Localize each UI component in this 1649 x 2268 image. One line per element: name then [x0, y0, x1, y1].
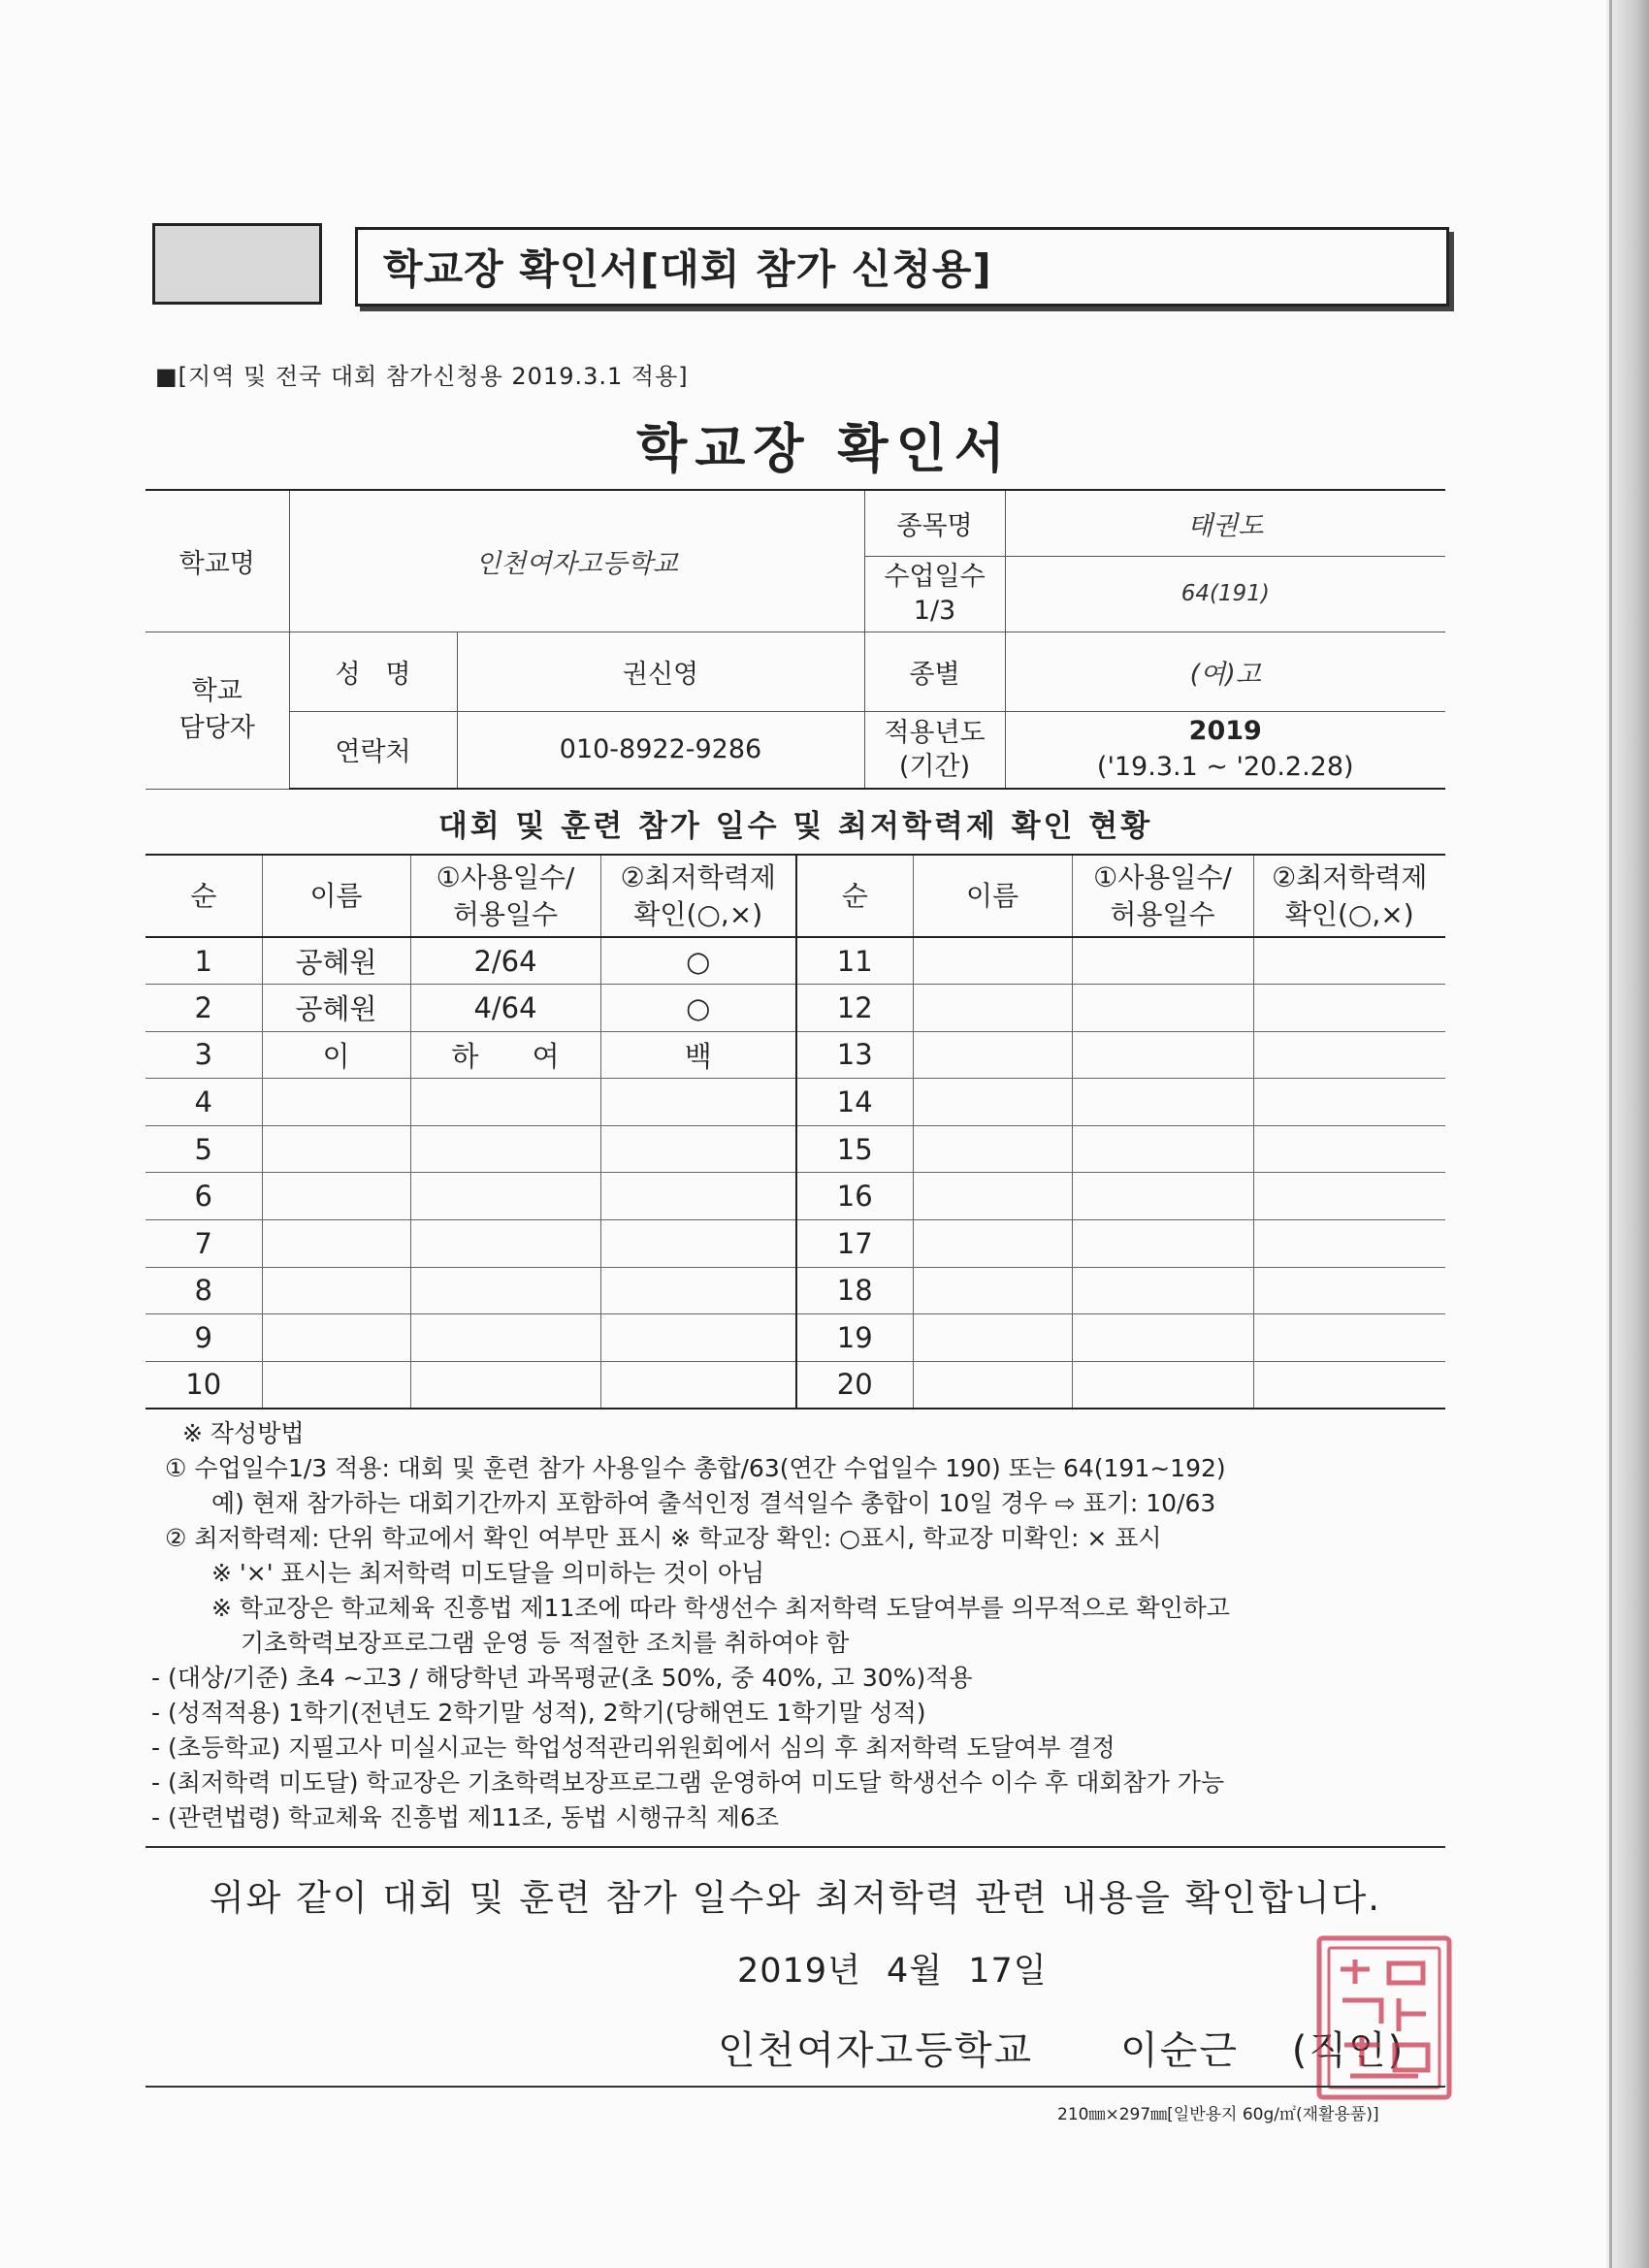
row-name-right [913, 1220, 1072, 1268]
col-header-min-academic-line1: ②최저학력제 [620, 860, 776, 893]
row-use-days-right [1072, 937, 1253, 985]
col-header-use-days-right [1072, 855, 1253, 937]
note-heading: ※ 작성방법 [182, 1419, 305, 1447]
note-item-1-example: 예) 현재 참가하는 대회기간까지 포함하여 출석인정 결석일수 총합이 10일 경우 ⇨ 표기: 10/63 [211, 1489, 1216, 1517]
row-name [262, 1361, 410, 1409]
row-use-days: 하 여 [410, 1031, 600, 1079]
row-use-days [410, 1361, 600, 1409]
row-name-right [913, 1125, 1072, 1173]
row-no-right: 12 [796, 985, 913, 1032]
table-row [146, 1314, 1445, 1362]
row-use-days: 4/64 [410, 985, 600, 1032]
row-min-academic [600, 1220, 796, 1268]
divider-line [146, 1846, 1445, 1848]
col-header-no-right: 순 [796, 855, 913, 937]
row-no-right: 20 [796, 1361, 913, 1409]
row-no-right: 17 [796, 1220, 913, 1268]
footer-divider [146, 2086, 1445, 2088]
col-header-min-academic [600, 855, 796, 937]
class-days-label-line2: 1/3 [913, 596, 956, 626]
row-no: 9 [146, 1314, 262, 1362]
note-detail-4: - (최저학력 미도달) 학교장은 기초학력보장프로그램 운영하여 미도달 학생선수 이수 후 대회참가 가능 [151, 1768, 1225, 1797]
row-name-right [913, 1173, 1072, 1220]
row-use-days-right [1072, 1361, 1253, 1409]
row-min-academic: 백 [600, 1031, 796, 1079]
seal-label: (직인) [1291, 2028, 1406, 2073]
table-row [146, 1031, 1445, 1079]
row-min-academic-right [1253, 1079, 1445, 1126]
row-min-academic-right [1253, 1031, 1445, 1079]
manager-label [146, 632, 289, 789]
contact-label: 연락처 [289, 711, 457, 789]
row-name-right [913, 1267, 1072, 1314]
signer-line [718, 2020, 1405, 2075]
row-no: 5 [146, 1125, 262, 1173]
school-info-table [146, 489, 1445, 790]
row-no: 3 [146, 1031, 262, 1079]
participation-table [146, 854, 1445, 1409]
manager-name-value: 권신영 [457, 632, 864, 711]
col-header-min-academic-right [1253, 855, 1445, 937]
row-no: 2 [146, 985, 262, 1032]
signer-school: 인천여자고등학교 [718, 2028, 1034, 2073]
note-item-1: ① 수업일수1/3 적용: 대회 및 훈련 참가 사용일수 총합/63(연간 수업일수 190) 또는 64(191~192) [165, 1454, 1226, 1482]
col-header-no: 순 [146, 855, 262, 937]
row-no: 6 [146, 1173, 262, 1220]
row-name-right [913, 937, 1072, 985]
note-item-2: ② 최저학력제: 단위 학교에서 확인 여부만 표시 ※ 학교장 확인: ○표시, 학교장 미확인: × 표시 [165, 1524, 1162, 1552]
row-use-days [410, 1125, 600, 1173]
sport-value: 태권도 [1005, 490, 1445, 556]
row-name: 이 [262, 1031, 410, 1079]
apply-year-label-line1: 적용년도 [884, 717, 986, 748]
row-min-academic-right [1253, 1173, 1445, 1220]
row-no-right: 19 [796, 1314, 913, 1362]
sport-label: 종목명 [864, 490, 1005, 556]
row-no: 1 [146, 937, 262, 985]
table-row [146, 1125, 1445, 1173]
row-no-right: 15 [796, 1125, 913, 1173]
row-no-right: 14 [796, 1079, 913, 1126]
note-item-2-sub2-cont: 기초학력보장프로그램 운영 등 적절한 조치를 취하여야 함 [241, 1629, 850, 1657]
table-row [146, 1220, 1445, 1268]
row-name [262, 1125, 410, 1173]
table-row [146, 1267, 1445, 1314]
row-use-days-right [1072, 1314, 1253, 1362]
row-use-days-right [1072, 1079, 1253, 1126]
row-name [262, 1220, 410, 1268]
class-days-label-line1: 수업일수 [884, 561, 986, 592]
table-header-row [146, 855, 1445, 937]
row-use-days-right [1072, 1267, 1253, 1314]
row-name [262, 1079, 410, 1126]
row-min-academic: ○ [600, 937, 796, 985]
row-min-academic [600, 1267, 796, 1314]
writing-instructions [151, 1416, 1455, 1835]
row-min-academic [600, 1173, 796, 1220]
section-title: 대회 및 훈련 참가 일수 및 최저학력제 확인 현황 [437, 809, 1153, 844]
header-title: 학교장 확인서[대회 참가 신청용] [383, 245, 992, 293]
table-row [146, 1079, 1445, 1126]
row-min-academic [600, 1079, 796, 1126]
manager-name-label: 성 명 [289, 632, 457, 711]
row-min-academic [600, 1361, 796, 1409]
note-item-2-sub2: ※ 학교장은 학교체육 진흥법 제11조에 따라 학생선수 최저학력 도달여부를 의무적으로 확인하고 [211, 1594, 1230, 1622]
row-min-academic-right [1253, 985, 1445, 1032]
row-use-days-right [1072, 1220, 1253, 1268]
col-header-use-days-line2: 허용일수 [452, 897, 559, 930]
col-header-use-days-right-line2: 허용일수 [1110, 897, 1215, 930]
table-row [146, 1173, 1445, 1220]
row-min-academic: ○ [600, 985, 796, 1032]
apply-year-label [864, 711, 1005, 789]
note-item-2-sub1: ※ '×' 표시는 최저학력 미도달을 의미하는 것이 아님 [211, 1559, 765, 1587]
note-detail-3: - (초등학교) 지필고사 미실시교는 학업성적관리위원회에서 심의 후 최저학력 도달여부 결정 [151, 1733, 1116, 1762]
col-header-min-academic-right-line1: ②최저학력제 [1272, 860, 1428, 893]
row-use-days [410, 1314, 600, 1362]
row-min-academic-right [1253, 1361, 1445, 1409]
note-detail-2: - (성적적용) 1학기(전년도 2학기말 성적), 2학기(당해연도 1학기말 성적) [151, 1699, 926, 1727]
row-name-right [913, 1361, 1072, 1409]
row-no: 4 [146, 1079, 262, 1126]
row-name: 공혜원 [262, 937, 410, 985]
division-label: 종별 [864, 632, 1005, 711]
row-use-days [410, 1079, 600, 1126]
table-row [146, 1361, 1445, 1409]
row-use-days [410, 1173, 600, 1220]
table-row [146, 937, 1445, 985]
row-no-right: 18 [796, 1267, 913, 1314]
row-use-days-right [1072, 985, 1253, 1032]
table-row [146, 985, 1445, 1032]
contact-value: 010-8922-9286 [457, 711, 864, 789]
row-name: 공혜원 [262, 985, 410, 1032]
row-use-days: 2/64 [410, 937, 600, 985]
scan-edge-line [1609, 0, 1612, 2268]
school-name-value: 인천여자고등학교 [289, 490, 864, 632]
row-min-academic-right [1253, 1314, 1445, 1362]
row-name-right [913, 1314, 1072, 1362]
row-no: 8 [146, 1267, 262, 1314]
application-note: ■[지역 및 전국 대회 참가신청용 2019.3.1 적용] [155, 363, 689, 390]
note-detail-5: - (관련법령) 학교체육 진흥법 제11조, 동법 시행규칙 제6조 [151, 1803, 779, 1831]
row-min-academic-right [1253, 937, 1445, 985]
header-gray-box [152, 223, 322, 305]
signer-name: 이순근 [1120, 2028, 1240, 2073]
row-use-days [410, 1220, 600, 1268]
row-name [262, 1267, 410, 1314]
col-header-min-academic-line2: 확인(○,×) [633, 897, 763, 930]
apply-period: ('19.3.1 ~ '20.2.28) [1096, 751, 1354, 782]
row-no: 7 [146, 1220, 262, 1268]
header-title-box [355, 227, 1449, 307]
col-header-use-days-line1: ①사용일수/ [436, 860, 575, 893]
row-name-right [913, 1079, 1072, 1126]
apply-year: 2019 [1188, 716, 1262, 747]
manager-label-line1: 학교 [191, 676, 242, 707]
row-min-academic [600, 1314, 796, 1362]
division-value: (여)고 [1005, 632, 1445, 711]
row-name [262, 1314, 410, 1362]
row-use-days-right [1072, 1125, 1253, 1173]
note-detail-1: - (대상/기준) 초4 ~고3 / 해당학년 과목평균(초 50%, 중 40%, 고 30%)적용 [151, 1664, 973, 1692]
school-name-label: 학교명 [146, 490, 289, 632]
apply-year-label-line2: (기간) [898, 751, 971, 782]
col-header-use-days [410, 855, 600, 937]
paper-spec-footer: 210㎜×297㎜[일반용지 60g/㎡(재활용품)] [1057, 2105, 1379, 2124]
row-use-days-right [1072, 1031, 1253, 1079]
class-days-label [864, 556, 1005, 632]
apply-year-value [1005, 711, 1445, 789]
row-min-academic-right [1253, 1220, 1445, 1268]
row-no-right: 16 [796, 1173, 913, 1220]
row-min-academic-right [1253, 1267, 1445, 1314]
confirmation-text: 위와 같이 대회 및 훈련 참가 일수와 최저학력 관련 내용을 확인합니다. [209, 1877, 1382, 1919]
col-header-name-right: 이름 [913, 855, 1072, 937]
official-seal-stamp [1311, 1930, 1457, 2105]
row-name-right [913, 1031, 1072, 1079]
row-min-academic [600, 1125, 796, 1173]
col-header-min-academic-right-line2: 확인(○,×) [1284, 897, 1414, 930]
row-min-academic-right [1253, 1125, 1445, 1173]
issue-date: 2019년 4월 17일 [737, 1952, 1048, 1991]
row-no-right: 11 [796, 937, 913, 985]
page-title: 학교장 확인서 [636, 418, 1013, 479]
col-header-name: 이름 [262, 855, 410, 937]
row-no-right: 13 [796, 1031, 913, 1079]
col-header-use-days-right-line1: ①사용일수/ [1093, 860, 1232, 893]
class-days-value: 64(191) [1005, 556, 1445, 632]
row-name [262, 1173, 410, 1220]
scan-edge-shadow [1606, 0, 1649, 2268]
row-use-days [410, 1267, 600, 1314]
manager-label-line2: 담당자 [178, 713, 255, 743]
row-use-days-right [1072, 1173, 1253, 1220]
row-no: 10 [146, 1361, 262, 1409]
row-name-right [913, 985, 1072, 1032]
